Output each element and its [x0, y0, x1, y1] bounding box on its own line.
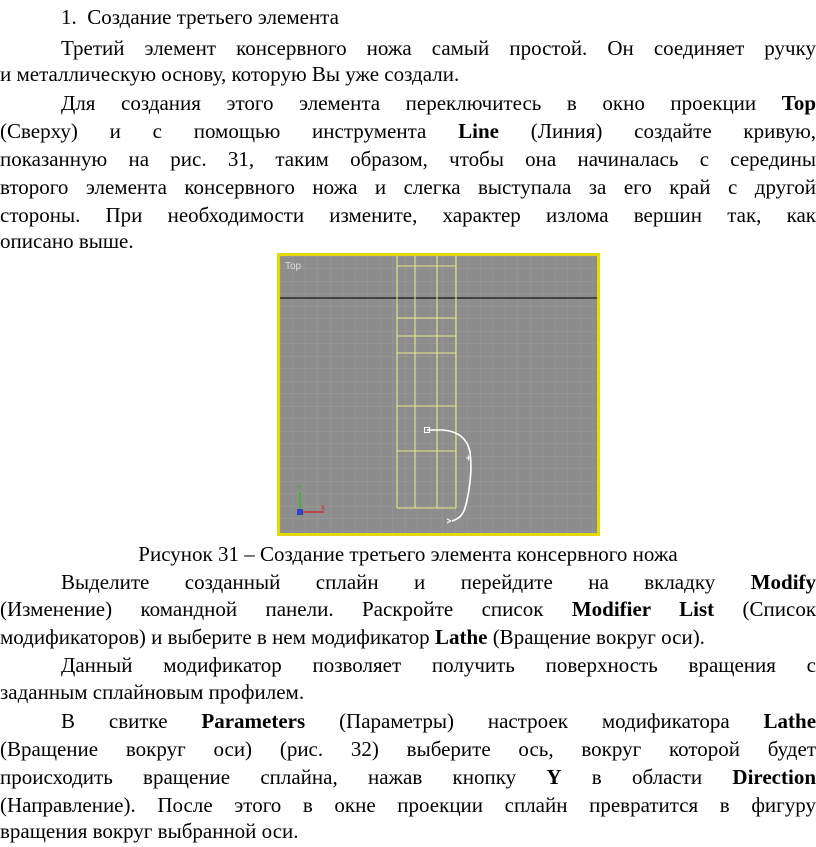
- svg-text:x: x: [321, 503, 325, 512]
- paragraph-5-line-1: В свитке Parameters (Параметры) настроек модификатора Lathe: [61, 709, 816, 733]
- paragraph-4-line-1: Данный модификатор позволяет получить поверхность вращения с: [61, 653, 816, 677]
- term-lathe-2: Lathe: [763, 709, 816, 733]
- paragraph-2-line-3: показанную на рис. 31, таким образом, чтобы она начиналась с середины: [0, 147, 816, 171]
- term-top: Top: [781, 91, 816, 115]
- paragraph-2-line-5: стороны. При необходимости измените, характер излома вершин так, как: [0, 203, 816, 227]
- paragraph-4-line-2: заданным сплайновым профилем.: [0, 680, 305, 704]
- svg-text:y: y: [297, 482, 301, 491]
- paragraph-1-line-1: Третий элемент консервного ножа самый простой. Он соединяет ручку: [61, 36, 816, 60]
- viewport-figure: [277, 253, 600, 536]
- paragraph-2-line-1: Для создания этого элемента переключитесь в окно проекции Top: [61, 91, 816, 115]
- viewport-label: Top: [285, 261, 302, 272]
- term-parameters: Parameters: [201, 709, 306, 733]
- paragraph-3-line-1: Выделите созданный сплайн и перейдите на вкладку Modify: [61, 570, 816, 594]
- paragraph-5-line-2: (Вращение вокруг оси) (рис. 32) выберите ось, вокруг которой будет: [0, 737, 816, 761]
- paragraph-3-line-2: (Изменение) командной панели. Раскройте список Modifier List (Список: [0, 597, 816, 621]
- paragraph-2-line-6: описано выше.: [0, 229, 134, 253]
- figure-caption: Рисунок 31 – Создание третьего элемента консервного ножа: [138, 542, 678, 566]
- term-modify: Modify: [750, 570, 816, 594]
- section-heading: [0, 4, 816, 30]
- paragraph-3-line-3: модификаторов) и выберите в нем модификатор Lathe (Вращение вокруг оси).: [0, 625, 705, 649]
- viewport-canvas: [280, 256, 597, 533]
- term-modifier-list: Modifier List: [571, 597, 715, 621]
- paragraph-5-line-3: происходить вращение сплайна, нажав кнопку Y в области Direction: [0, 765, 816, 789]
- term-line: Line: [458, 119, 499, 143]
- heading-number: 1.: [61, 5, 77, 29]
- paragraph-5-line-5: вращения вокруг выбранной оси.: [0, 819, 299, 843]
- heading-text: Создание третьего элемента: [87, 5, 339, 29]
- paragraph-1-line-2: и металлическую основу, которую Вы уже создали.: [0, 62, 460, 86]
- term-direction: Direction: [732, 765, 816, 789]
- paragraph-5-line-4: (Направление). После этого в окне проекции сплайн превратится в фигуру: [0, 793, 816, 817]
- term-y: Y: [546, 765, 562, 789]
- term-lathe: Lathe: [434, 625, 488, 649]
- paragraph-2-line-2: (Сверху) и с помощью инструмента Line (Линия) создайте кривую,: [0, 119, 816, 143]
- paragraph-2-line-4: второго элемента консервного ножа и слегка выступала за его край с другой: [0, 175, 816, 199]
